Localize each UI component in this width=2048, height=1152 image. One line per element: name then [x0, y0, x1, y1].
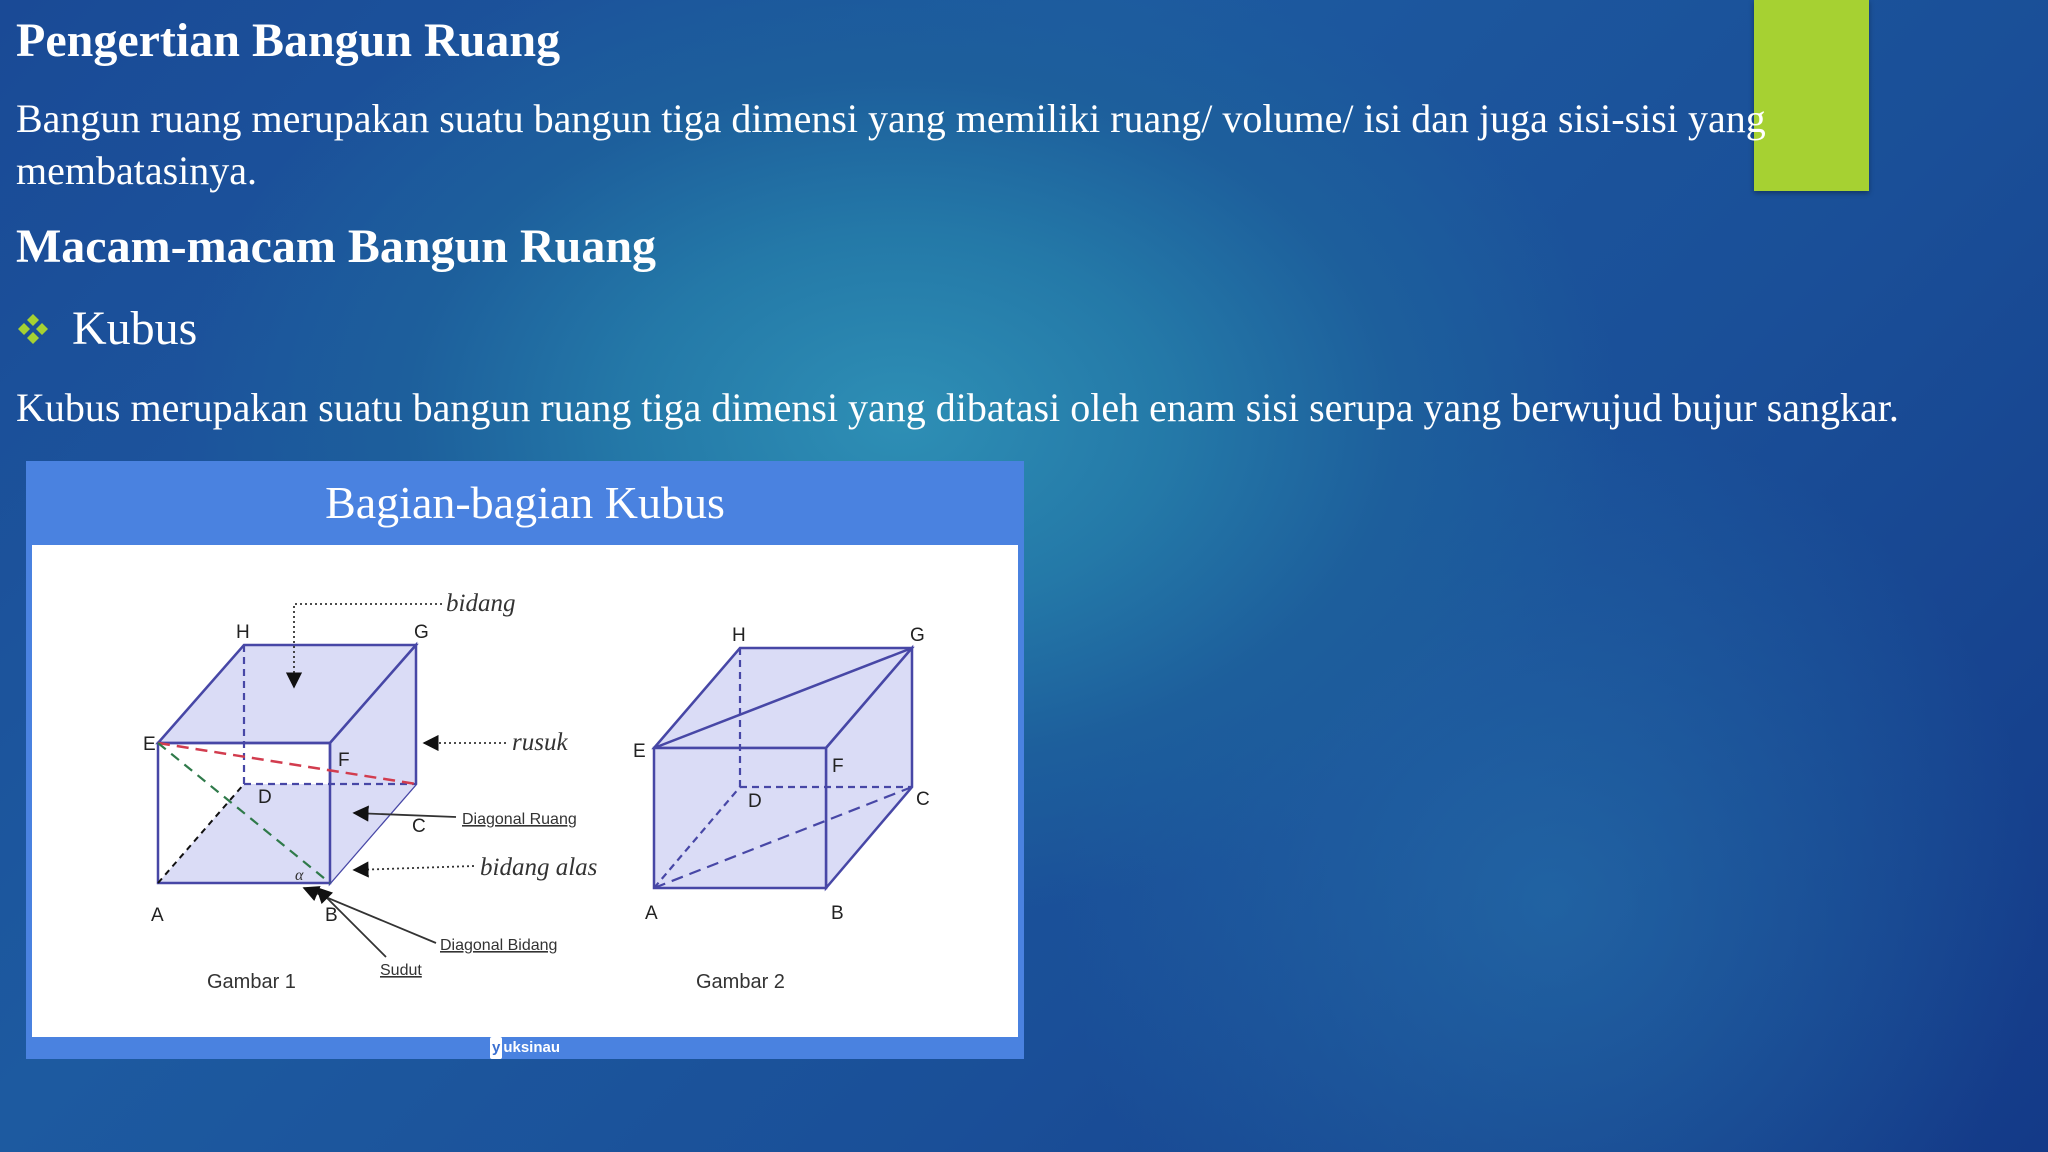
vertex-e-2: E [633, 741, 646, 762]
vertex-h-2: H [732, 625, 746, 646]
vertex-a-2: A [645, 903, 658, 924]
label-bidang-alas: bidang alas [480, 854, 598, 881]
vertex-a-1: A [151, 905, 164, 926]
heading-pengertian: Pengertian Bangun Ruang [16, 14, 561, 67]
diamond-bullet-icon [16, 312, 50, 346]
vertex-f-2: F [832, 756, 844, 777]
vertex-f-1: F [338, 750, 350, 771]
vertex-g-2: G [910, 625, 925, 646]
label-diagonal-ruang: Diagonal Ruang [462, 811, 577, 828]
bullet-label: Kubus [72, 302, 198, 355]
vertex-h-1: H [236, 622, 250, 643]
caption-gambar-1: Gambar 1 [207, 971, 296, 993]
cube-diagrams [32, 545, 1018, 1037]
yuksinau-logo-badge: y [490, 1037, 502, 1059]
bullet-kubus [16, 300, 197, 358]
vertex-d-1: D [258, 787, 272, 808]
figure-bagian-kubus [26, 461, 1024, 1059]
vertex-b-2: B [831, 903, 844, 924]
paragraph-kubus: Kubus merupakan suatu bangun ruang tiga dimensi yang dibatasi oleh enam sisi serupa yang berwujud bujur sangkar. [16, 385, 1899, 430]
figure-title: Bagian-bagian Kubus [325, 477, 725, 528]
label-alpha: α [295, 867, 304, 884]
figure-footer [26, 1037, 1024, 1059]
cube-gambar-2 [633, 625, 930, 993]
label-diagonal-bidang: Diagonal Bidang [440, 937, 558, 954]
label-bidang: bidang [446, 590, 516, 617]
vertex-c-1: C [412, 816, 426, 837]
caption-gambar-2: Gambar 2 [696, 971, 785, 993]
yuksinau-logo-text: uksinau [503, 1039, 561, 1056]
vertex-g-1: G [414, 622, 429, 643]
label-rusuk: rusuk [512, 729, 568, 756]
label-sudut: Sudut [380, 962, 422, 979]
vertex-b-1: B [325, 905, 338, 926]
cube-gambar-1 [143, 590, 597, 993]
vertex-e-1: E [143, 734, 156, 755]
vertex-c-2: C [916, 789, 930, 810]
paragraph-pengertian: Bangun ruang merupakan suatu bangun tiga dimensi yang memiliki ruang/ volume/ isi dan juga sisi-sisi yang membatasinya. [16, 96, 1766, 193]
heading-macam: Macam-macam Bangun Ruang [16, 220, 657, 273]
figure-canvas [32, 545, 1018, 1037]
vertex-d-2: D [748, 791, 762, 812]
